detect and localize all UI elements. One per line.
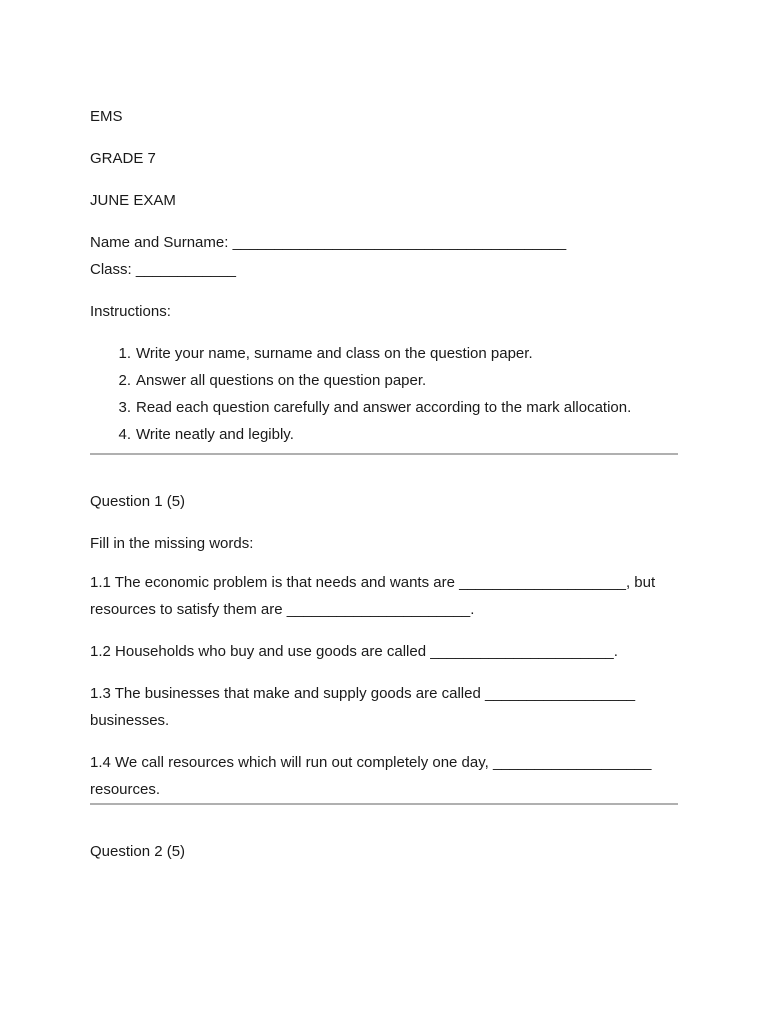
instruction-number: 1.: [118, 345, 131, 362]
exam-heading: JUNE EXAM: [90, 192, 176, 209]
grade-heading: GRADE 7: [90, 150, 156, 167]
question-1-4: 1.4 We call resources which will run out completely one day, ___________________ resources.: [90, 754, 652, 798]
question-1-title: Question 1 (5): [90, 493, 186, 510]
instruction-text: Write neatly and legibly.: [136, 426, 294, 443]
instruction-item: [118, 399, 678, 417]
question-1-1: 1.1 The economic problem is that needs and wants are ____________________, but resources to satisfy them are ______________________.: [90, 574, 656, 618]
instruction-item: [118, 345, 678, 363]
instruction-number: 3.: [118, 399, 131, 416]
instructions-title: Instructions:: [90, 303, 171, 320]
instruction-item: [118, 426, 678, 444]
instruction-number: 4.: [118, 426, 131, 443]
instructions-list: [90, 345, 678, 444]
question-1-2: 1.2 Households who buy and use goods are called ______________________.: [90, 643, 618, 660]
section-divider: [90, 453, 678, 455]
name-surname-field: Name and Surname: ________________________________________: [90, 234, 567, 251]
instruction-text: Answer all questions on the question paper.: [136, 372, 427, 389]
section-divider: [90, 803, 678, 805]
exam-page: [90, 108, 678, 861]
subject-heading: EMS: [90, 108, 123, 125]
class-field: Class: ____________: [90, 261, 236, 278]
instruction-text: Read each question carefully and answer according to the mark allocation.: [136, 399, 632, 416]
question-1-instruction: Fill in the missing words:: [90, 535, 254, 552]
question-2-title: Question 2 (5): [90, 843, 186, 860]
instruction-item: [118, 372, 678, 390]
question-1-3: 1.3 The businesses that make and supply goods are called __________________ businesses.: [90, 685, 636, 729]
instruction-text: Write your name, surname and class on the question paper.: [136, 345, 533, 362]
instruction-number: 2.: [118, 372, 131, 389]
